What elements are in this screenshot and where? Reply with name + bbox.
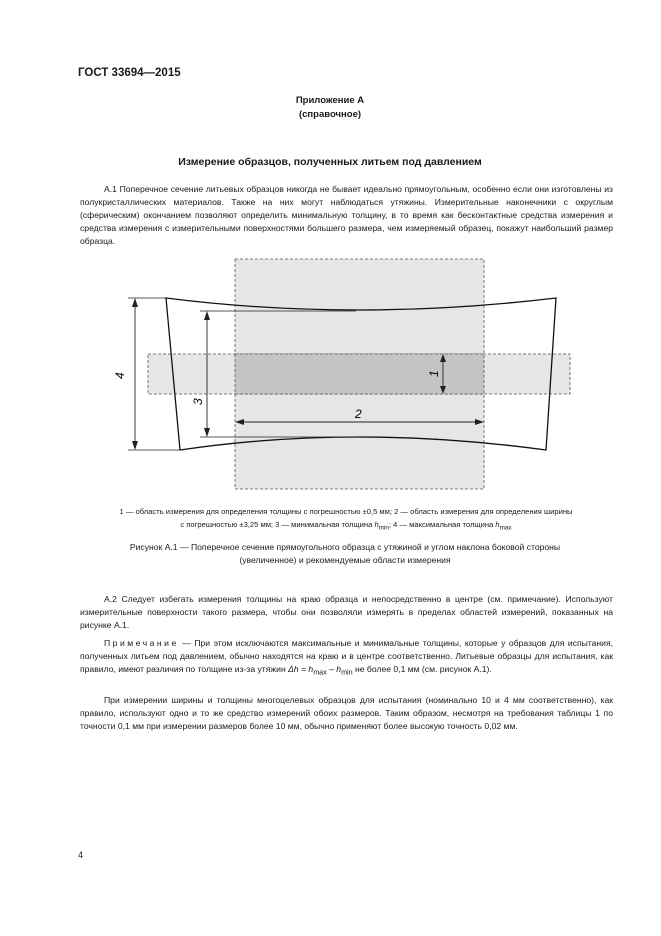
legend-line-1: 1 — область измерения для определения толщины с погрешностью ±0,5 мм; 2 — область измерения для определения ширины (119, 507, 573, 516)
figure-legend (78, 505, 614, 535)
thickness-measure-area (235, 354, 484, 394)
annex-subtitle: (справочное) (298, 109, 362, 120)
section-title: Измерение образцов, полученных литьем под давлением (178, 156, 482, 168)
paragraph-a2-text: А.2 Следует избегать измерения толщины на краю образца и непосредственно в центре (см. примечание). Используют измерительные поверхности такого размера, чтобы они позволяли измерять в пределах областей измерений, показанных на рисунке А.1. (80, 594, 613, 630)
figure-caption-line-2: (увеличенное) и рекомендуемые области измерения (239, 555, 451, 565)
label-1: 1 (427, 370, 441, 377)
label-2: 2 (355, 407, 362, 421)
paragraph-a2 (80, 593, 613, 632)
figure-caption-line-1: Рисунок А.1 — Поперечное сечение прямоугольного образца с утяжиной и углом наклона боковой стороны (129, 542, 561, 552)
legend-line-2: с погрешностью ±3,25 мм; 3 — минимальная толщина $h_{min}$; 4 — максимальная толщина $h_{max}$ (180, 520, 512, 532)
label-4: 4 (113, 372, 127, 379)
note-paragraph: Примечание — При этом исключаются максимальные и минимальные толщины, которые у образцов для испытания, полученных литьем под давлением, обычно находятся на краю и в центре соответственно. Литьевые образцы для испытания, как правило, имеют различия по толщине из-за утяжин $\Delta h = h_{max} - h_{min}$ не более 0,1 мм (см. рисунок А.1). (80, 638, 613, 677)
paragraph-final-text: При измерении ширины и толщины многоцелевых образцов для испытания (номинально 10 и 4 мм соответственно), как правило, используют одно и то же средство измерений обоих размеров. Таким образом, несмотря на требования таблицы 1 по точности 0,1 мм при измерении размеров более 10 мм, обычно применяют более высокую точность 0,02 мм. (80, 695, 613, 731)
label-3: 3 (191, 398, 205, 405)
figure-caption (70, 541, 620, 567)
note-label: Примечание (104, 638, 179, 648)
paragraph-final (80, 694, 613, 733)
annex-title: Приложение А (295, 95, 365, 106)
document-id: ГОСТ 33694—2015 (78, 67, 181, 79)
page-number: 4 (78, 850, 84, 860)
paragraph-a1-text: А.1 Поперечное сечение литьевых образцов никогда не бывает идеально прямоугольным, особенно если они изготовлены из полукристаллических материалов. Также на них могут наблюдаться утяжины. Измерительные наконечники с округлым (сферическим) окончанием позволяют определить минимальную толщину, в то время как бесконтактные средства измерения и средства измерения с измерительными поверхностями большего размера, чем измеряемый образец, покажут наибольший размер образца. (80, 184, 613, 246)
